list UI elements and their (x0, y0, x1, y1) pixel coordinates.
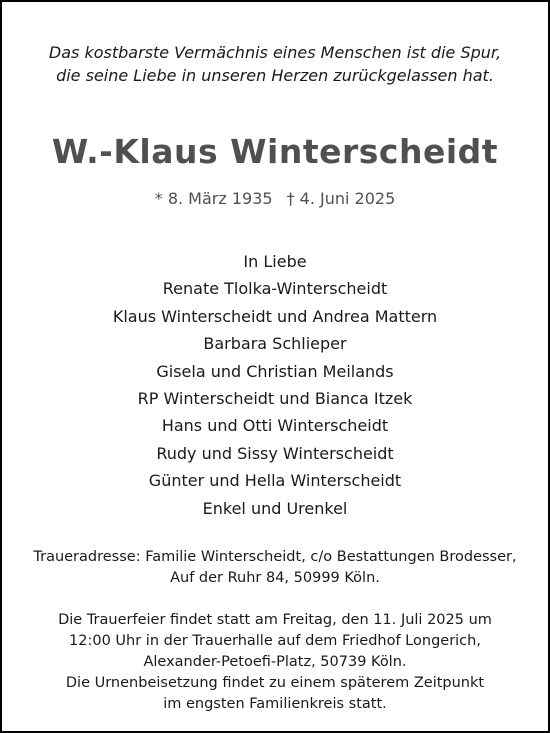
mourner-line: Enkel und Urenkel (202, 498, 348, 518)
ceremony-line: im engsten Familienkreis statt. (163, 696, 387, 712)
mourner-line: Klaus Winterscheidt und Andrea Mattern (112, 306, 438, 326)
mourner-line: Renate Tlolka-Winterscheidt (162, 279, 388, 299)
quote-line: Das kostbarste Vermächnis eines Menschen ist die Spur, (48, 43, 502, 62)
funeral-details (2, 610, 548, 715)
mourner-line: Gisela und Christian Meilands (156, 361, 394, 381)
mourning-address (2, 547, 548, 589)
memorial-quote (2, 41, 548, 87)
ceremony-line: Alexander-Petoefi-Platz, 50739 Köln. (143, 654, 407, 670)
mourner-line: Barbara Schlieper (203, 334, 347, 354)
birth-date: * 8. März 1935 (154, 189, 273, 208)
ceremony-line: Die Urnenbeisetzung findet zu einem späterem Zeitpunkt (65, 675, 485, 691)
ceremony-line: Die Trauerfeier findet statt am Freitag, den 11. Juli 2025 um (58, 612, 492, 628)
mourner-line: In Liebe (243, 252, 307, 271)
mourner-line: Günter und Hella Winterscheidt (148, 471, 402, 491)
address-line: Auf der Ruhr 84, 50999 Köln. (170, 570, 380, 586)
ceremony-line: 12:00 Uhr in der Trauerhalle auf dem Friedhof Longerich, (69, 633, 481, 649)
mourner-line: Hans und Otti Winterscheidt (161, 416, 389, 436)
address-line: Traueradresse: Familie Winterscheidt, c/o Bestattungen Brodesser, (33, 549, 517, 565)
death-date: † 4. Juni 2025 (286, 189, 396, 208)
mourner-line: Rudy und Sissy Winterscheidt (156, 443, 394, 463)
deceased-name: W.-Klaus Winterscheidt (51, 132, 499, 171)
mourners-list (2, 248, 548, 522)
life-dates (2, 187, 548, 211)
quote-line: die seine Liebe in unseren Herzen zurückgelassen hat. (56, 66, 494, 85)
mourner-line: RP Winterscheidt und Bianca Itzek (137, 389, 413, 409)
